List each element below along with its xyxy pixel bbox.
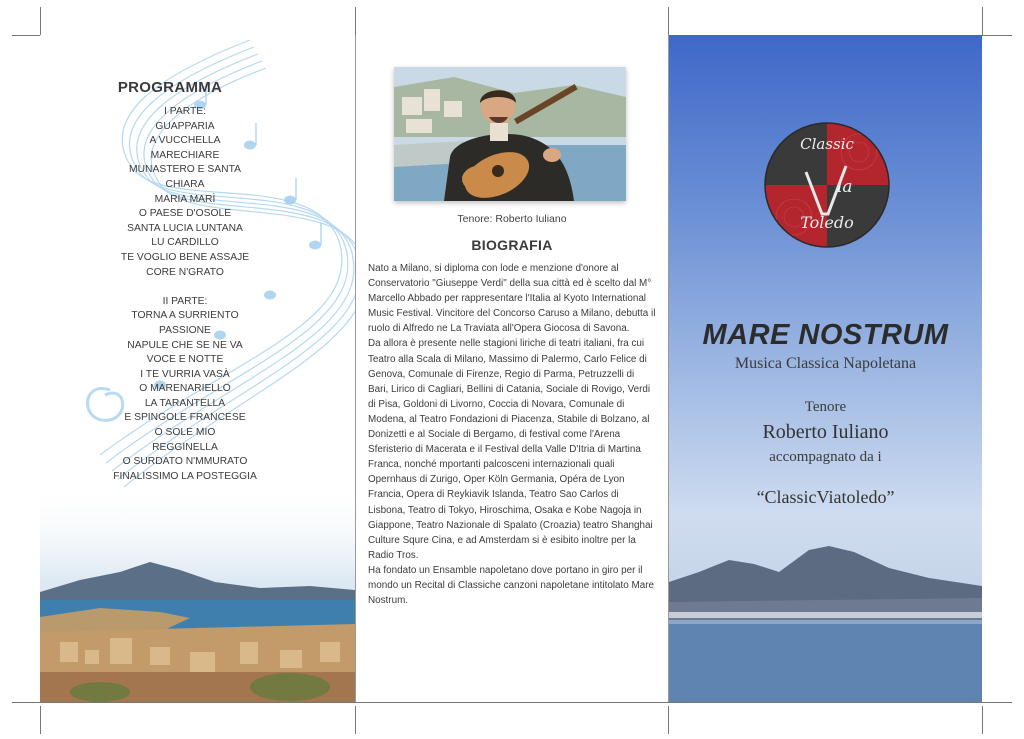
bio-paragraph: Da allora è presente nelle stagioni liriche di teatri italiani, fra cui Teatro alla Scala di Milano, Massimo di Palermo, Carlo Felice di Genova, Comunale di Firenze, Regio di Parma, Petruzzelli di Bari, Lirico di Cagliari, Bellini di Catania, Sociale di Rovigo, Verdi di Pisa, Goldoni di Livorno, Coccia di Novara, Comunale di Modena, al Teatro Fondazioni di Piacenza, Stabile di Bolzano, al Donizetti e al Sociale di Bergamo, di festival come l'Arena Sferisterio di Macerata e il Festival della Valle D'Itria di Martina Franca, nonché mportanti palcosceni internazionali quali Opernhaus di Zurigo, Oper Köln Germania, Opéra de Lyon Francia, Opera di Reykiavik Islanda, Teatro Sao Carlos di Lisbona, Teatro di Tokyo, Hiroschima, Osaka e Kobe Nagoja in Giappone, Teatro Nazionale di Spalato (Croazia) teatro Shanghai Culture Squre Cina, e ad Amsterdam si è esibito inoltre per la Radio Tros. bbox=[368, 338, 653, 561]
list-item: REGGINELLA bbox=[152, 441, 218, 453]
list-item: NAPULE CHE SE NE VA bbox=[127, 339, 243, 351]
list-item: O SOLE MIO bbox=[154, 427, 216, 439]
crop-mark bbox=[355, 7, 356, 35]
photo-caption: Tenore: Roberto Iuliano bbox=[457, 213, 567, 225]
parte1-label: I PARTE: bbox=[164, 106, 206, 117]
cover-role: Tenore bbox=[804, 399, 847, 415]
programma-panel bbox=[40, 35, 355, 702]
list-item: SANTA LUCIA LUNTANA bbox=[127, 222, 243, 234]
logo-text-mid: ia bbox=[837, 177, 853, 197]
list-item: VOCE E NOTTE bbox=[146, 354, 224, 366]
list-item: FINALISSIMO LA POSTEGGIA bbox=[113, 470, 257, 482]
logo-text-bottom: Toledo bbox=[800, 213, 854, 232]
list-item: A VUCCHELLA bbox=[149, 135, 221, 147]
programma-list bbox=[40, 105, 330, 484]
programma-title: PROGRAMMA bbox=[117, 79, 223, 96]
list-item: MARIA MARÌ bbox=[154, 193, 216, 205]
tenor-photo bbox=[394, 67, 626, 201]
bio-paragraph: Ha fondato un Ensamble napoletano dove portano in giro per il mondo un Recital di Classiche canzoni napoletane intitolato Mare Nostrum. bbox=[368, 564, 654, 607]
biografia-title: BIOGRAFIA bbox=[471, 237, 553, 253]
bio-paragraph: Nato a Milano, si diploma con lode e menzione d'onore al Conservatorio "Giuseppe Verdi" della sua città ed è scelto dal M° Marcello Abbado per rappresentare l'Italia al Kyoto International Music Festival. Vincitore del Concorso Caruso a Milano, debutta il ruolo di Alfredo ne La Traviata all'Opera Giocosa di Savona. bbox=[368, 263, 656, 335]
cover-title: MARE NOSTRUM bbox=[702, 319, 949, 351]
crop-mark bbox=[668, 706, 669, 734]
list-item: I TE VURRIA VASÀ bbox=[140, 368, 230, 380]
list-item: CHIARA bbox=[165, 178, 205, 190]
biografia-text bbox=[368, 261, 656, 608]
crop-mark bbox=[40, 7, 41, 35]
biografia-panel bbox=[356, 35, 668, 702]
list-item: E SPINGOLE FRANCESE bbox=[124, 412, 246, 424]
list-item: LU CARDILLO bbox=[151, 237, 219, 249]
logo-text-top: Classic bbox=[800, 135, 854, 153]
list-item: LA TARANTELLA bbox=[144, 397, 226, 409]
parte2-label: II PARTE: bbox=[162, 295, 208, 307]
crop-mark bbox=[40, 706, 41, 734]
list-item: O MARENARIELLO bbox=[139, 383, 231, 395]
crop-mark bbox=[355, 706, 356, 734]
cover-ensemble: “ClassicViatoledo” bbox=[756, 487, 895, 507]
list-item: TORNA A SURRIENTO bbox=[131, 310, 239, 322]
list-item: CORE N'GRATO bbox=[146, 266, 224, 278]
tenor-with-guitar-image bbox=[394, 67, 626, 201]
list-item: O SURDATO N'MMURATO bbox=[122, 456, 248, 468]
naples-city-image bbox=[40, 482, 355, 702]
list-item: MARECHIARE bbox=[150, 149, 220, 161]
list-item: TE VOGLIO BENE ASSAJE bbox=[120, 251, 250, 263]
cover-performer: Roberto Iuliano bbox=[762, 421, 889, 443]
list-item: GUAPPARIA bbox=[155, 120, 215, 132]
cover-panel bbox=[669, 35, 982, 702]
crop-mark bbox=[982, 7, 983, 35]
vesuvius-bay-image bbox=[669, 542, 982, 702]
crop-mark bbox=[668, 7, 669, 35]
crop-mark bbox=[982, 706, 983, 734]
list-item: MUNASTERO E SANTA bbox=[129, 164, 241, 176]
cover-subtitle: Musica Classica Napoletana bbox=[734, 355, 917, 372]
list-item: PASSIONE bbox=[159, 324, 211, 336]
crop-mark bbox=[12, 702, 1012, 703]
cover-accompanied: accompagnato da i bbox=[769, 449, 882, 465]
list-item: O PAESE D'OSOLE bbox=[138, 208, 232, 220]
